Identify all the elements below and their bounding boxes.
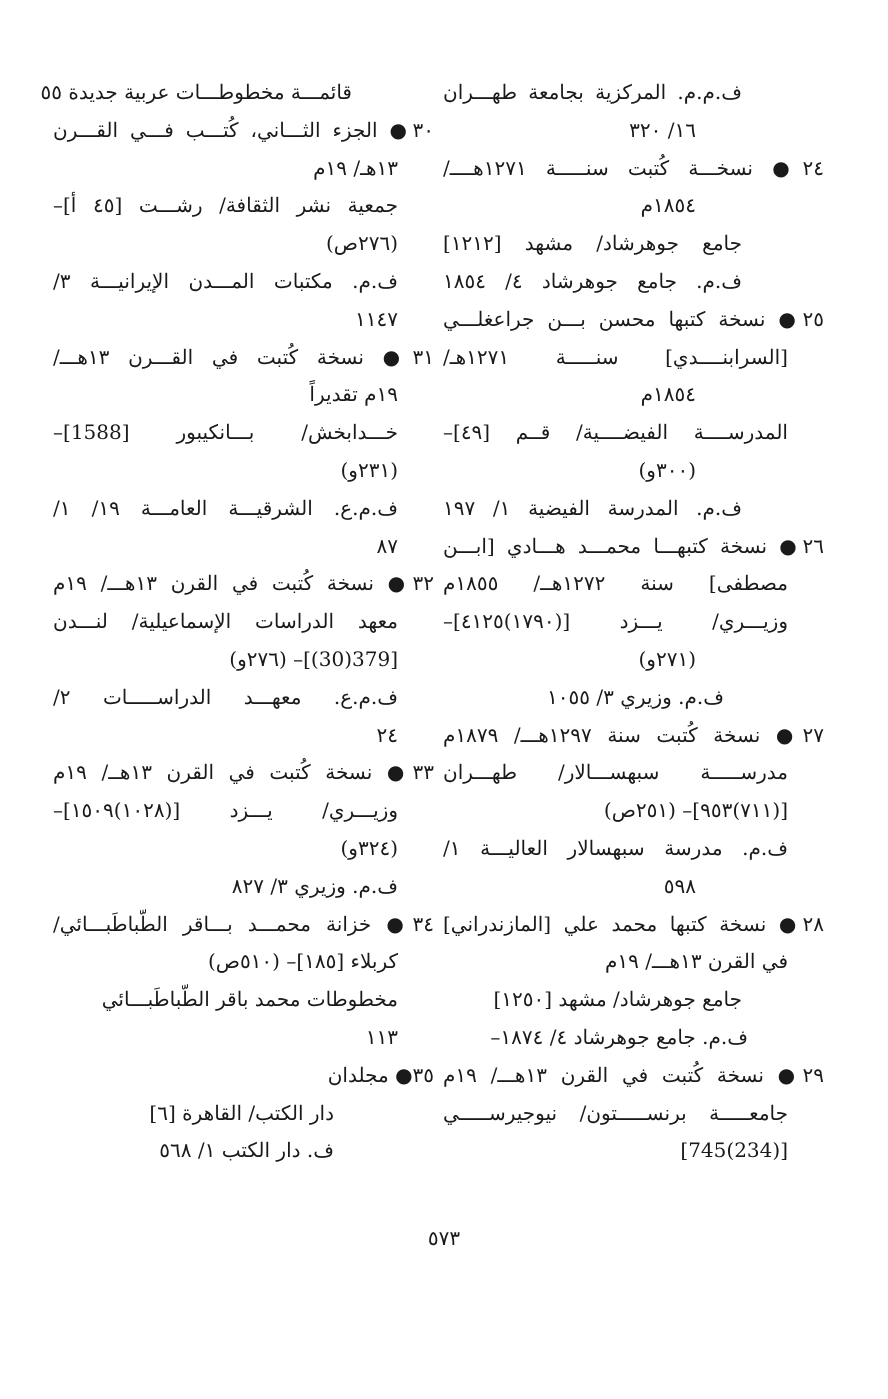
text-line: معهد الدراسات الإسماعيلية/ لنـــدن xyxy=(53,609,398,634)
text-line: (٢٣١و) xyxy=(340,457,398,482)
entry-heading-28: ٢٨● نسخة كتبها محمد علي [المازندراني] xyxy=(443,911,824,936)
entry-heading-33: ٣٣● نسخة كُتبت في القرن ١٣هــ/ ١٩م xyxy=(53,760,434,785)
entry-heading-29: ٢٩● نسخة كُتبت في القرن ١٣هـــ/ ١٩م xyxy=(443,1062,824,1087)
text-line: [السرابنــــدي] سنـــــة ١٢٧١هـ/ xyxy=(443,344,788,369)
text-line: ١١٤٧ xyxy=(355,306,398,331)
text-line: ٥٩٨ xyxy=(663,873,696,898)
text-line: ١٦/ ٣٢٠ xyxy=(629,117,696,142)
right-column xyxy=(443,74,824,1170)
text-line: ف.م. وزيري ٣/ ١٠٥٥ xyxy=(547,684,724,709)
text-line: وزيـــري/ يـــزد [(١٠٢٨)١٥٠٩]– xyxy=(53,798,398,823)
text-line: ف.م.م. المركزية بجامعة طهـــران xyxy=(443,80,742,104)
text-line: جامعـــــة برنســـــتون/ نيوجيرســـــي xyxy=(443,1100,788,1125)
entry-heading-30: ٣٠● الجزء الثـــاني، كُتـــب فـــي القـــرن xyxy=(53,117,434,142)
text-line: مخطوطات محمد باقر الطّباطَبـــائي xyxy=(101,987,398,1012)
text-line: [(٧١١)٩٥٣]– (٢٥١ص) xyxy=(603,798,788,823)
text-line: جامع جوهرشاد/ مشهد [١٢١٢] xyxy=(443,231,742,256)
entry-heading-25: ٢٥● نسخة كتبها محسن بـــن جراعغلـــي xyxy=(443,306,824,331)
entry-heading-27: ٢٧● نسخة كُتبت سنة ١٢٩٧هـــ/ ١٨٧٩م xyxy=(443,722,824,747)
text-line: (٣٢٤و) xyxy=(340,835,398,860)
entry-heading-26: ٢٦● نسخة كتبهـــا محمـــد هـــادي [ابـــن xyxy=(443,533,824,558)
text-line: المدرســــة الفيضــــية/ قــم [٤٩]– xyxy=(443,420,788,445)
text-line: ف. دار الكتب ١/ ٥٦٨ xyxy=(159,1138,334,1163)
entry-heading-31: ٣١● نسخة كُتبت في القـــرن ١٣هـــ/ xyxy=(53,344,434,369)
page-number: ٥٧٣ xyxy=(427,1226,461,1250)
text-line: خـــدابخش/ بـــانكيبور [1588]– xyxy=(53,420,398,445)
entry-heading-32: ٣٢● نسخة كُتبت في القرن ١٣هـــ/ ١٩م xyxy=(53,571,434,596)
text-line: ف.م. جامع جوهرشاد ٤/ ١٨٥٤ xyxy=(443,268,742,293)
text-line: ف.م. مدرسة سبهسالار العاليـــة ١/ xyxy=(443,835,788,860)
text-line: ف.م.ع. الشرقيـــة العامـــة ١٩/ ١/ xyxy=(53,495,398,520)
text-line: في القرن ١٣هـــ/ ١٩م xyxy=(604,949,788,974)
text-line: وزيـــري/ يـــزد [(١٧٩٠)٤١٢٥]– xyxy=(443,609,788,634)
text-line: (٣٠٠و) xyxy=(638,457,696,482)
entry-heading-35: ٣٥● مجلدان xyxy=(327,1062,434,1087)
text-line: [379(30)]– (٢٧٦و) xyxy=(229,646,398,671)
text-line: مصطفى] سنة ١٢٧٢هــ/ ١٨٥٥م xyxy=(443,571,788,596)
text-line: ١٩م تقديراً xyxy=(309,382,398,407)
text-line: جامع جوهرشاد/ مشهد [١٢٥٠] xyxy=(493,987,742,1012)
left-column xyxy=(40,74,434,1170)
text-line: جمعية نشر الثقافة/ رشـــت [٤٥ أ]– xyxy=(53,193,398,218)
text-line: دار الكتب/ القاهرة [٦] xyxy=(149,1100,334,1125)
text-line: ٨٧ xyxy=(376,533,398,558)
text-line: ٢٤ xyxy=(376,722,398,747)
text-line: ف.م. مكتبات المـــدن الإيرانيـــة ٣/ xyxy=(53,268,398,293)
text-line: ١٣هـ/ ١٩م xyxy=(313,155,398,180)
text-line: ف.م. جامع جوهرشاد ٤/ ١٨٧٤– xyxy=(490,1024,748,1049)
text-line: ١٨٥٤م xyxy=(640,193,696,218)
text-line: [(234)745] xyxy=(680,1138,788,1163)
entry-heading-24: ٢٤● نسخـــة كُتبت سنـــــة ١٢٧١هــــ/ xyxy=(443,155,824,180)
running-header: قائمـــة مخطوطـــات عربية جديدة ٥٥ xyxy=(40,80,352,104)
text-line: ف.م. المدرسة الفيضية ١/ ١٩٧ xyxy=(443,495,742,520)
text-line: كربلاء [١٨٥]– (٥١٠ص) xyxy=(207,949,398,974)
text-line: ف.م.ع. معهـــد الدراســـــات ٢/ xyxy=(53,684,398,709)
text-line: ف.م. وزيري ٣/ ٨٢٧ xyxy=(231,873,398,898)
text-line: مدرســـــة سبهســـالار/ طهـــران xyxy=(443,760,788,785)
text-line: ١١٣ xyxy=(365,1024,398,1049)
entry-heading-34: ٣٤● خزانة محمـــد بـــاقر الطّباطَبـــائي/ xyxy=(53,911,434,936)
text-line: ١٨٥٤م xyxy=(640,382,696,407)
text-line: (٢٧٦ص) xyxy=(325,231,398,256)
text-line: (٢٧١و) xyxy=(638,646,696,671)
